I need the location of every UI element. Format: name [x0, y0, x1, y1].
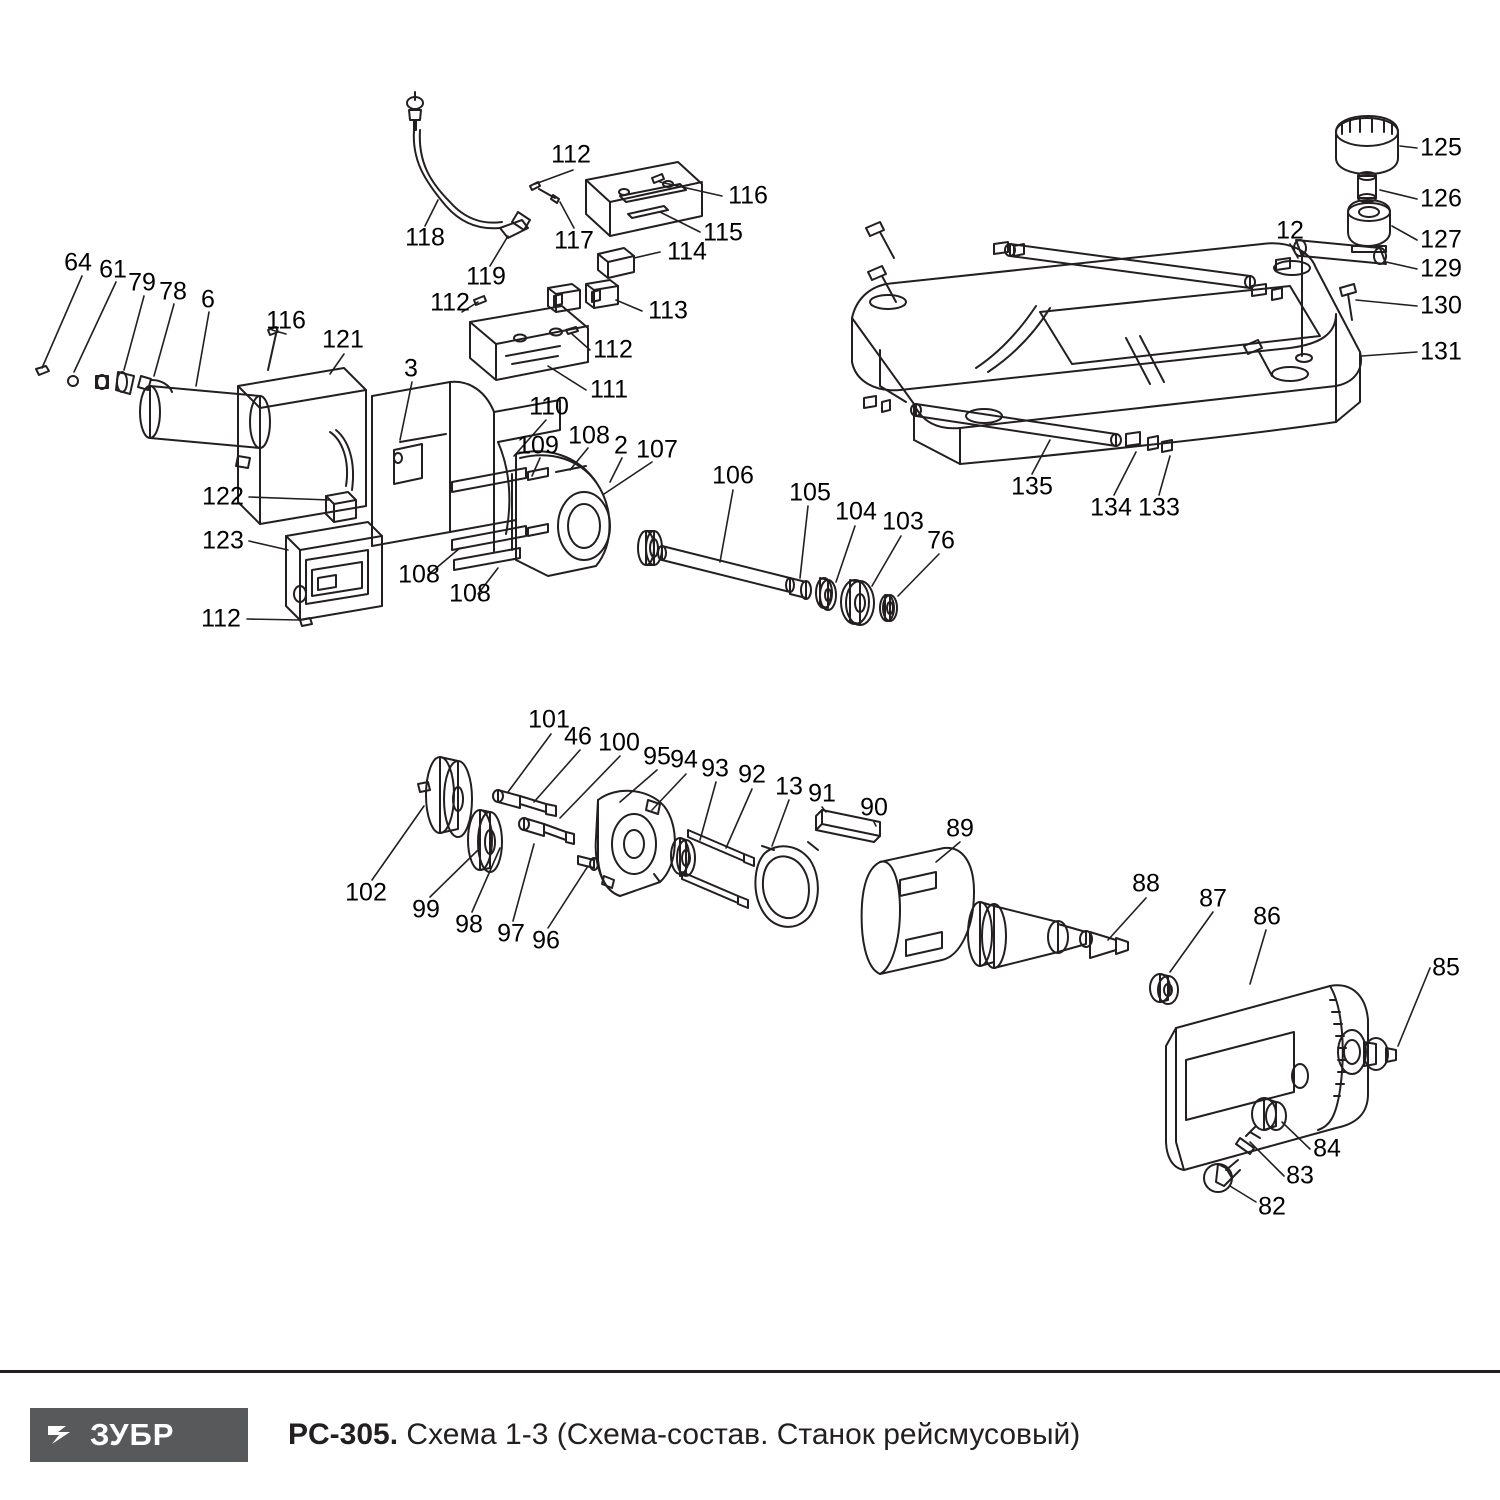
callout-86: 86 — [1253, 902, 1281, 931]
callout-122: 122 — [202, 482, 244, 511]
shaft-106-group — [638, 531, 897, 625]
callout-134: 134 — [1090, 493, 1132, 522]
callout-119: 119 — [466, 262, 506, 291]
callout-87: 87 — [1199, 884, 1227, 913]
callout-115: 115 — [703, 218, 743, 247]
callout-123: 123 — [202, 526, 244, 555]
footer-model: PC-305. — [288, 1418, 399, 1451]
callout-130: 130 — [1420, 291, 1462, 320]
callout-113: 113 — [648, 296, 688, 325]
callout-126: 126 — [1420, 184, 1462, 213]
footer — [0, 1395, 1500, 1475]
zubr-arrow-icon — [46, 1420, 80, 1450]
callout-90: 90 — [860, 793, 888, 822]
callout-12: 12 — [1276, 216, 1304, 245]
callout-106: 106 — [712, 461, 754, 490]
callout-82: 82 — [1258, 1192, 1286, 1221]
callout-91: 91 — [808, 779, 836, 808]
callout-95: 95 — [643, 742, 671, 771]
main-housing-3 — [372, 382, 610, 576]
callout-109: 109 — [517, 431, 559, 460]
callout-121: 121 — [322, 325, 364, 354]
screw-112-top — [530, 182, 559, 203]
callout-6: 6 — [201, 285, 215, 314]
callout-97: 97 — [497, 919, 525, 948]
callout-108b: 108 — [398, 560, 440, 589]
footer-divider — [0, 1370, 1500, 1373]
callout-61: 61 — [99, 255, 127, 284]
callout-99: 99 — [412, 895, 440, 924]
callout-127: 127 — [1420, 225, 1462, 254]
callout-125: 125 — [1420, 133, 1462, 162]
callout-78: 78 — [159, 277, 187, 306]
brand-name: ЗУБР — [90, 1417, 175, 1452]
callout-83: 83 — [1286, 1161, 1314, 1190]
footer-caption — [288, 1418, 1080, 1452]
footer-scheme-text: Схема 1-3 (Схема-состав. Станок рейсмусовый) — [398, 1418, 1081, 1451]
callout-93: 93 — [701, 754, 729, 783]
clip-114 — [598, 248, 634, 278]
motor-cover-121 — [238, 327, 366, 524]
callout-79: 79 — [128, 268, 156, 297]
callout-100: 100 — [598, 728, 640, 757]
callout-108c: 108 — [449, 579, 491, 608]
callout-111: 111 — [589, 375, 629, 404]
callout-117: 117 — [554, 226, 594, 255]
callout-131: 131 — [1420, 337, 1462, 366]
callout-129: 129 — [1420, 254, 1462, 283]
callout-116: 116 — [728, 181, 768, 210]
callout-112d: 112 — [201, 604, 241, 633]
callout-112c: 112 — [593, 335, 633, 364]
callout-110: 110 — [529, 392, 569, 421]
callout-46: 46 — [564, 722, 592, 751]
callout-103: 103 — [882, 507, 924, 536]
callout-76: 76 — [927, 526, 955, 555]
callout-64: 64 — [64, 248, 92, 277]
callout-92: 92 — [738, 760, 766, 789]
callout-94: 94 — [670, 745, 698, 774]
callout-114: 114 — [667, 237, 707, 266]
callout-105: 105 — [789, 478, 831, 507]
callout-104: 104 — [835, 497, 877, 526]
callout-135: 135 — [1011, 472, 1053, 501]
switch-box-123 — [286, 522, 382, 626]
callout-84: 84 — [1313, 1134, 1341, 1163]
callout-2: 2 — [614, 431, 628, 460]
callout-13: 13 — [775, 772, 803, 801]
roller-shaft-group — [36, 366, 270, 468]
callout-102: 102 — [345, 878, 387, 907]
callout-85: 85 — [1432, 953, 1460, 982]
callout-96: 96 — [532, 926, 560, 955]
callout-88: 88 — [1132, 869, 1160, 898]
callout-108a: 108 — [568, 421, 610, 450]
brand-logo — [30, 1408, 248, 1462]
callout-112b: 112 — [430, 288, 470, 317]
callout-118: 118 — [405, 223, 445, 252]
crank-handle-part — [407, 92, 530, 238]
callout-89: 89 — [946, 814, 974, 843]
callout-133: 133 — [1138, 493, 1180, 522]
plate-111 — [470, 306, 588, 380]
callout-107: 107 — [636, 435, 678, 464]
callout-101: 101 — [528, 705, 570, 734]
callout-112: 112 — [551, 140, 591, 169]
callout-3: 3 — [404, 354, 418, 383]
callout-116b: 116 — [266, 306, 306, 335]
callout-98: 98 — [455, 910, 483, 939]
